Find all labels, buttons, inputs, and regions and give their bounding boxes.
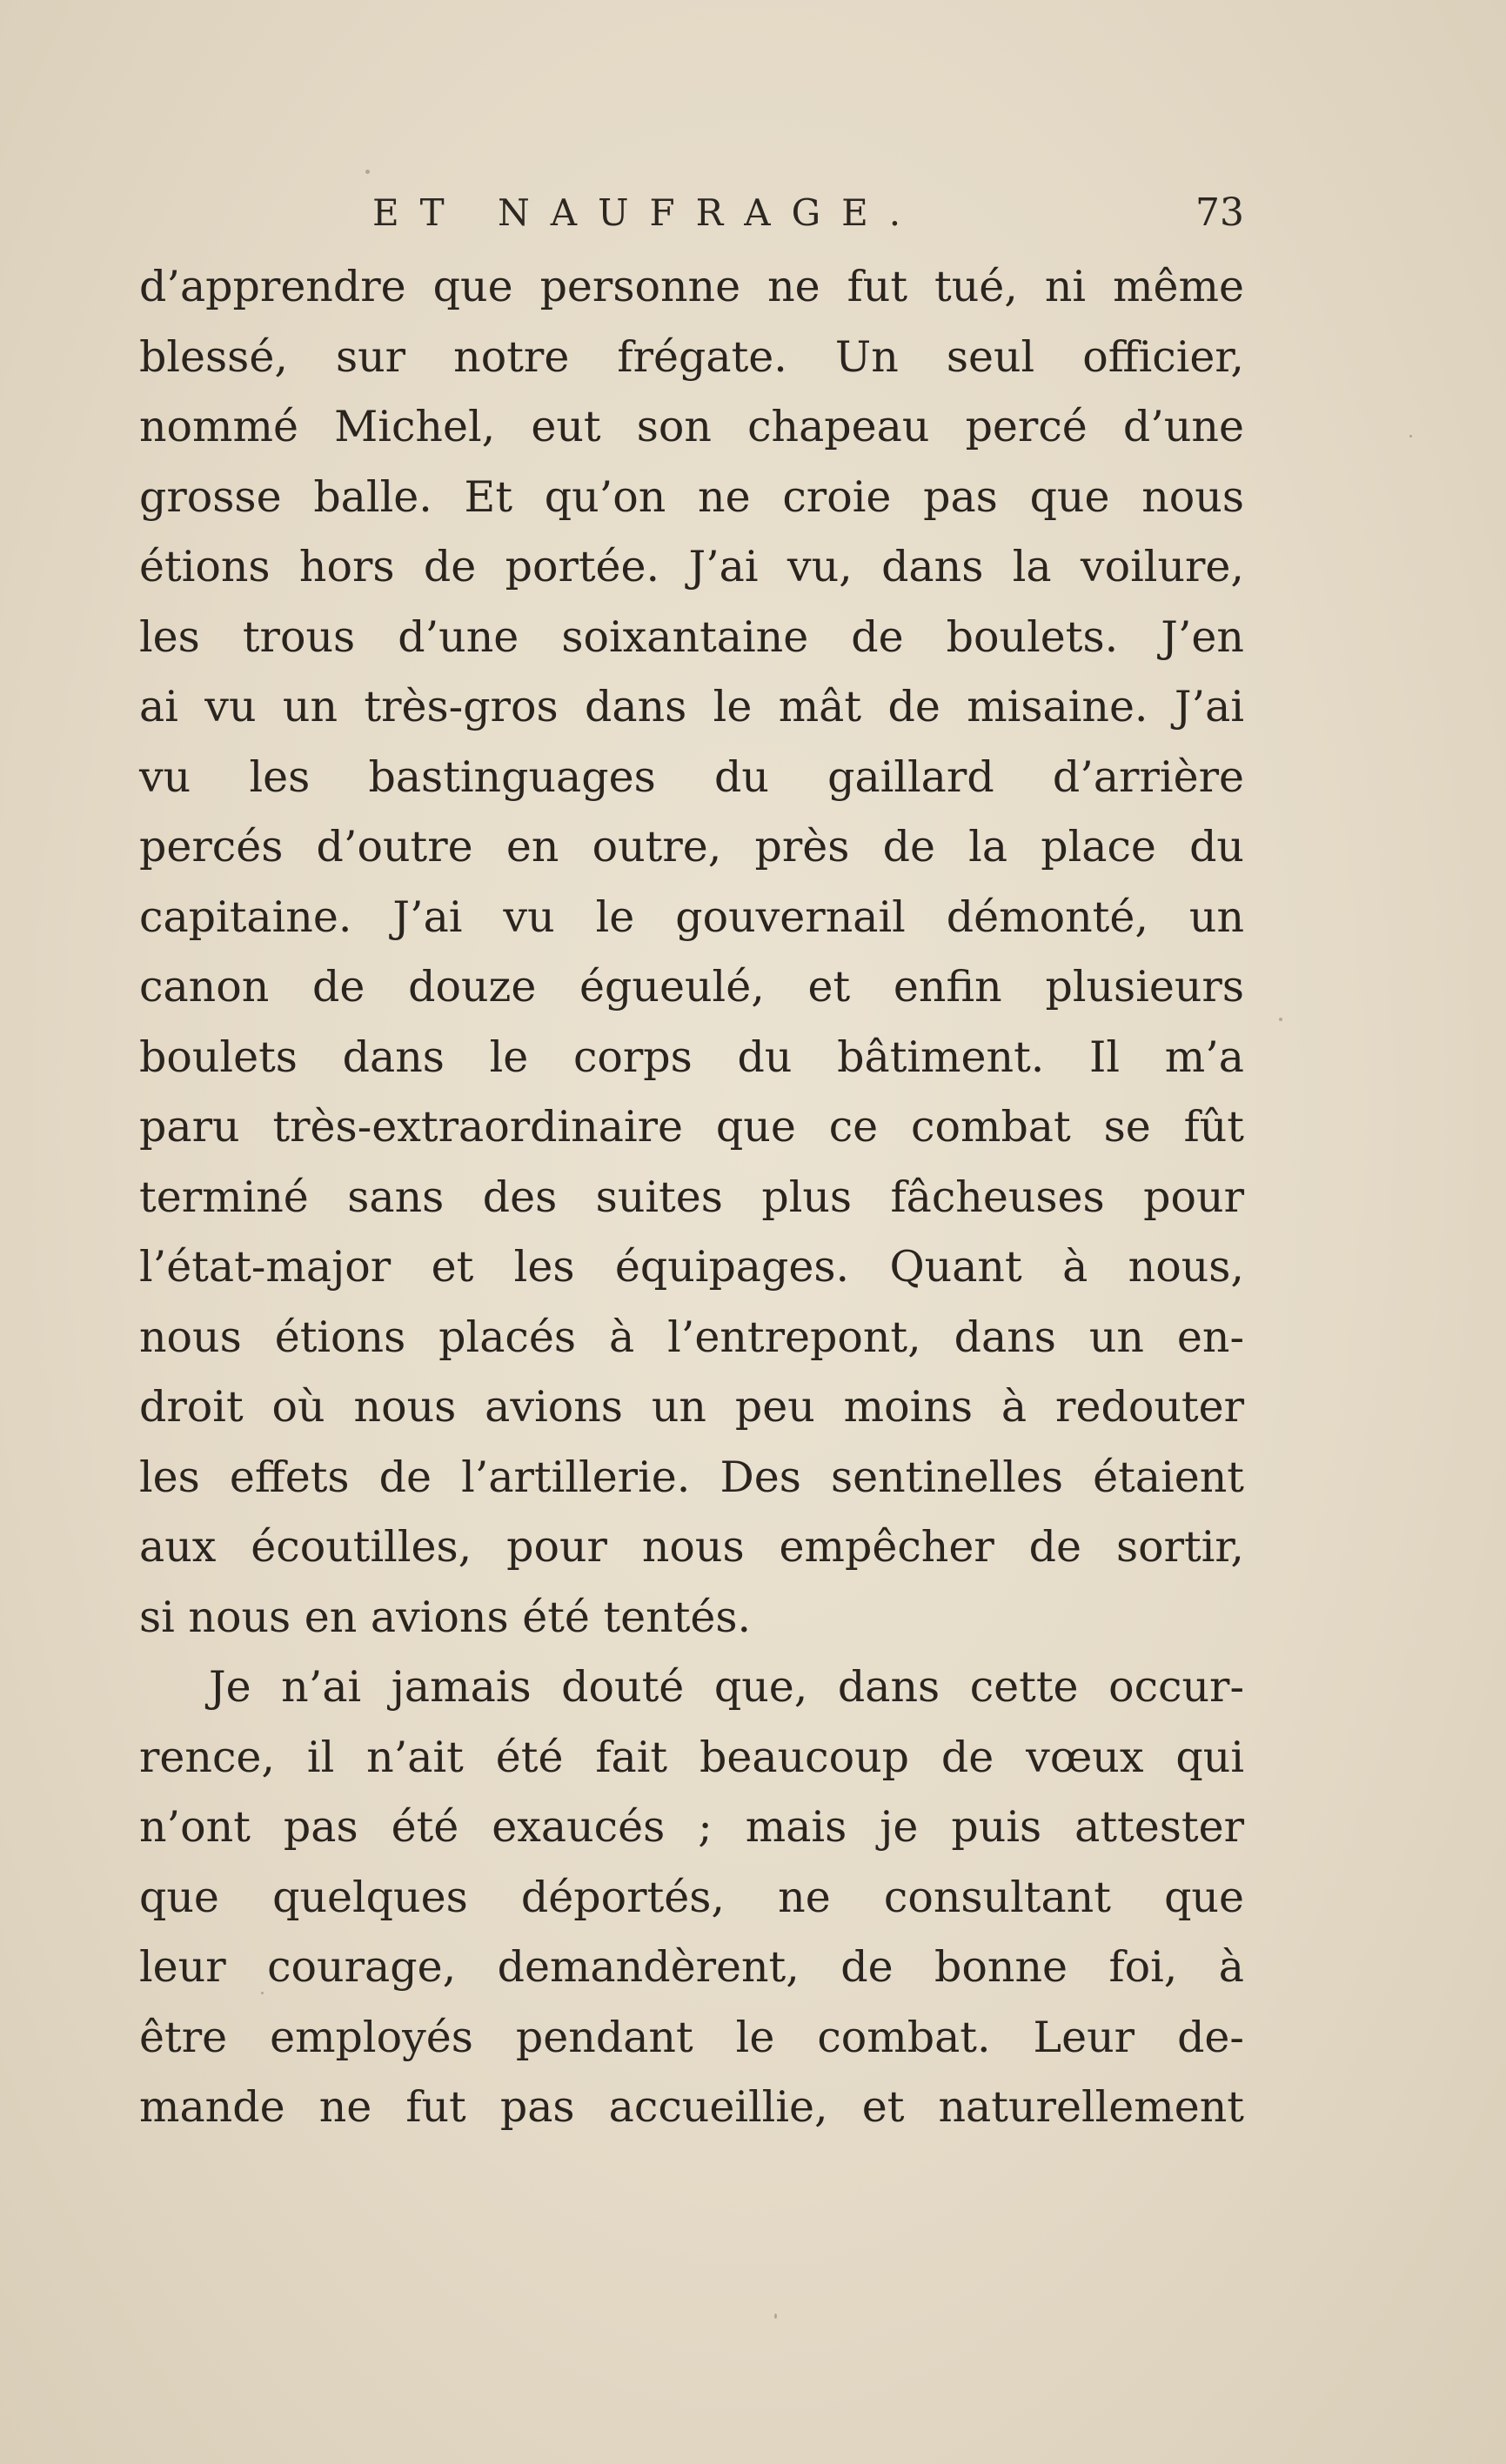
text-line: l’état-major et les équipages. Quant à nous, xyxy=(139,1242,1244,1292)
paper-speck xyxy=(1409,435,1412,437)
text-line: paru très-extraordinaire que ce combat se fût xyxy=(139,1102,1244,1152)
text-line: capitaine. J’ai vu le gouvernail démonté, un xyxy=(139,891,1244,942)
paper-speck xyxy=(1279,1018,1282,1021)
text-line: être employés pendant le combat. Leur de- xyxy=(139,2012,1244,2062)
text-line: mande ne fut pas accueillie, et naturellement xyxy=(139,2082,1244,2132)
text-line: rence, il n’ait été fait beaucoup de vœux qui xyxy=(139,1732,1244,1782)
paper-speck xyxy=(261,1992,264,1994)
text-line: Je n’ai jamais douté que, dans cette occur- xyxy=(209,1662,1244,1712)
paper-speck xyxy=(774,2314,777,2319)
running-head xyxy=(139,183,1244,244)
text-line: ai vu un très-gros dans le mât de misaine. J’ai xyxy=(139,682,1244,731)
running-title: ET NAUFRAGE. xyxy=(372,191,922,234)
text-line: d’apprendre que personne ne fut tué, ni même xyxy=(139,262,1244,311)
text-line: terminé sans des suites plus fâcheuses pour xyxy=(139,1172,1244,1222)
text-line: n’ont pas été exaucés ; mais je puis attester xyxy=(139,1802,1244,1852)
page-number: 73 xyxy=(1195,190,1244,235)
paper-speck xyxy=(365,170,370,174)
text-line: les effets de l’artillerie. Des sentinelles étaient xyxy=(139,1452,1244,1502)
text-line: percés d’outre en outre, près de la place du xyxy=(139,822,1244,871)
text-line: les trous d’une soixantaine de boulets. J’en xyxy=(139,611,1244,662)
text-line: boulets dans le corps du bâtiment. Il m’a xyxy=(139,1032,1244,1082)
text-line: étions hors de portée. J’ai vu, dans la voilure, xyxy=(139,542,1244,591)
text-line: nous étions placés à l’entrepont, dans un en- xyxy=(139,1312,1244,1362)
text-line: canon de douze égueulé, et enfin plusieurs xyxy=(139,962,1244,1012)
body-text xyxy=(139,252,1244,2143)
text-line: blessé, sur notre frégate. Un seul officier, xyxy=(139,331,1244,382)
text-line: vu les bastinguages du gaillard d’arrière xyxy=(139,751,1244,802)
text-line: que quelques déportés, ne consultant que xyxy=(139,1872,1244,1922)
text-line: grosse balle. Et qu’on ne croie pas que nous xyxy=(139,471,1244,522)
text-line: droit où nous avions un peu moins à redouter xyxy=(139,1382,1244,1432)
text-line: leur courage, demandèrent, de bonne foi, à xyxy=(139,1942,1244,1992)
text-line: aux écoutilles, pour nous empêcher de sortir, xyxy=(139,1522,1244,1572)
text-line: nommé Michel, eut son chapeau percé d’une xyxy=(139,402,1244,451)
text-line: si nous en avions été tentés. xyxy=(139,1592,752,1642)
